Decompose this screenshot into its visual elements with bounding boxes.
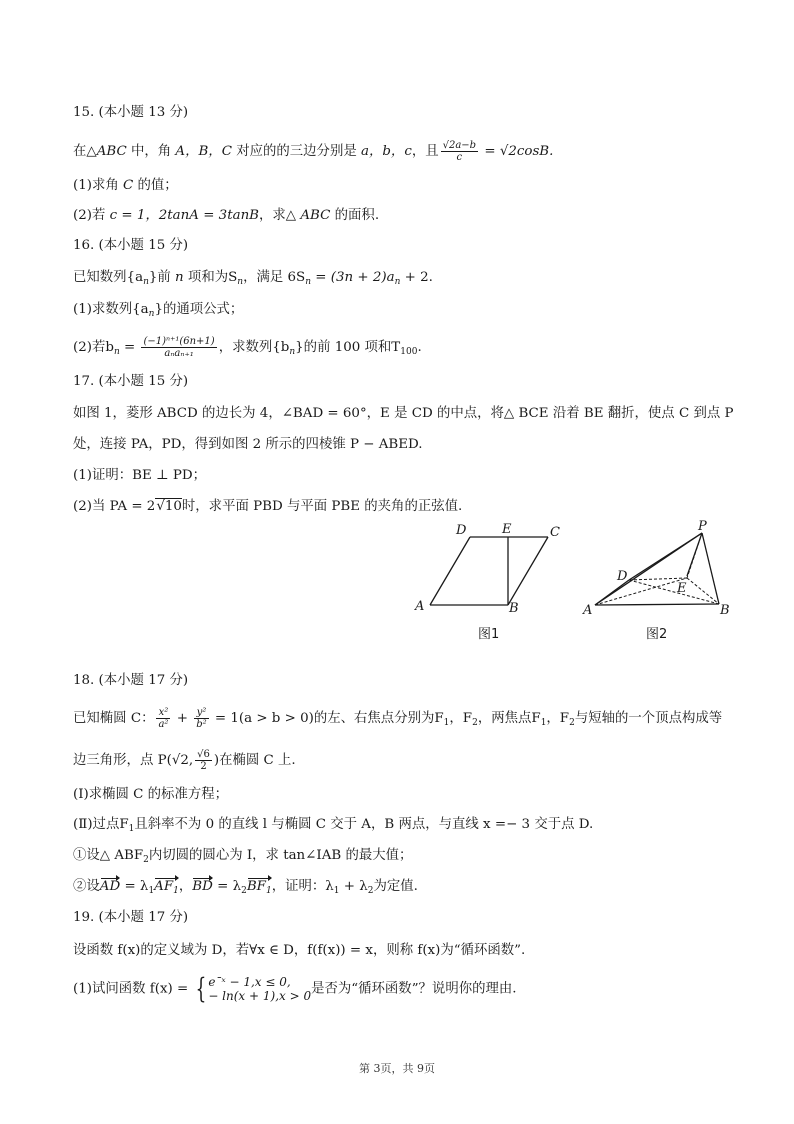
fig2-label-p: P: [698, 519, 707, 534]
q16-p2-sub2: n: [289, 347, 296, 357]
q17-part2: [73, 497, 462, 517]
q16-p1-text: (1)求数列{a: [73, 302, 149, 317]
q18-c2-text4: = λ: [212, 879, 242, 894]
q16-stem-eq2: + 2.: [400, 270, 433, 285]
q18-p2-text: (Ⅱ)过点F: [73, 817, 129, 832]
q15-stem-triangle: ABC: [96, 144, 127, 159]
fig1-label-b: B: [509, 601, 519, 616]
fig1-label-a: A: [415, 599, 425, 614]
q18-stem: [73, 707, 722, 733]
q18-stem-text6: 与短轴的一个顶点构成等: [574, 711, 723, 726]
q16-p2-text2: ，求数列{b: [218, 340, 290, 355]
fig2-caption: 图2: [646, 627, 668, 642]
q16-frac-den: aₙaₙ₊₁: [164, 348, 194, 359]
q18-c2-s2: 2: [241, 886, 247, 896]
fig2-edge-ab: [595, 604, 719, 605]
q18-vec-bd: BD: [192, 877, 213, 897]
fig1-caption: 图1: [478, 627, 500, 642]
q18-c1-text2: 内切圆的圆心为 I，求 tan∠IAB 的最大值；: [148, 848, 413, 863]
q16-stem-eq: = (3n + 2)a: [311, 270, 395, 285]
q18-fy-num: y²: [194, 707, 208, 719]
q18-line2: [73, 749, 296, 772]
q15-p2-text3: 的面积.: [330, 208, 380, 223]
q18-fx-num: x²: [156, 707, 170, 719]
q18-frac-x: [156, 707, 170, 730]
q19-brace: {: [196, 972, 207, 1005]
q16-p2-eq: =: [119, 340, 140, 355]
q15-stem-text3: 对应的的三边分别是: [231, 144, 361, 159]
q18-vec-af-sub: 1: [173, 886, 179, 896]
q17-p2-sqrt: √10: [156, 499, 182, 514]
q16-stem-text2: }前: [148, 270, 176, 285]
q18-s3: 1: [540, 718, 547, 728]
q18-line2-text: 边三角形，点 P(√2,: [73, 753, 194, 768]
q18-c1-sub: 2: [143, 855, 149, 865]
q16-part1: [73, 300, 243, 324]
q16-frac-num: (−1)ⁿ⁺¹(6n+1): [143, 336, 215, 347]
q17-line2: 处，连接 PA，PD，得到如图 2 所示的四棱锥 P − ABED.: [73, 437, 423, 452]
q19-cases: [208, 975, 311, 1003]
q18-s1: 1: [443, 718, 450, 728]
q15-p2-text: (2)若: [73, 208, 110, 223]
fig2-label-e: E: [677, 581, 687, 596]
q19-part1: [73, 972, 517, 1005]
fig1-edge-bc: [508, 537, 548, 605]
q16-p2-sub: n: [113, 347, 120, 357]
q15-fraction: [441, 140, 478, 163]
q16-sub: n: [143, 277, 149, 287]
q16-sub2: n: [237, 277, 244, 287]
q15-p2-tri: ABC: [300, 208, 331, 223]
q15-p1-text: (1)求角: [73, 178, 124, 193]
q18-c1-text: ①设△ ABF: [73, 848, 144, 863]
q18-sub2: [73, 877, 418, 901]
fig1-label-e: E: [502, 522, 512, 537]
q18-c2-text2: = λ: [120, 879, 149, 894]
q19-heading: 19. (本小题 17 分): [73, 910, 189, 925]
q19-p1-text: (1)试问函数 f(x) =: [73, 981, 193, 997]
q16-heading: 16. (本小题 15 分): [73, 238, 189, 253]
q15-p1-var: C: [123, 178, 134, 193]
q19-p1-text2: 是否为“循环函数”？说明你的理由.: [311, 981, 517, 997]
q18-fy-den: b²: [196, 719, 207, 730]
q16-p2-sub3: 100: [400, 347, 418, 357]
q15-stem-text: 在△: [73, 144, 97, 159]
q18-stem-text4: ，两焦点F: [477, 711, 541, 726]
q15-stem-sides: a，b，c: [360, 144, 412, 159]
q15-stem-text4: ，且: [411, 144, 439, 159]
q16-stem-text3: 项和为S: [183, 270, 238, 285]
q18-frac-p: [195, 749, 212, 772]
q15-stem-text2: 中，角: [126, 144, 176, 159]
q18-c2-text5: ，证明：λ: [271, 879, 334, 894]
q16-sub4: n: [394, 277, 401, 287]
q16-n: n: [175, 270, 184, 285]
q18-line2-text2: )在椭圆 C 上.: [213, 753, 296, 768]
q18-vec-af: [154, 877, 179, 901]
fig1-edge-ad: [430, 537, 470, 605]
fig1-label-d: D: [456, 523, 467, 538]
q15-stem-angles: A，B，C: [175, 144, 232, 159]
q18-frac-y: [194, 707, 208, 730]
q18-plus: +: [172, 711, 193, 726]
q18-heading: 18. (本小题 17 分): [73, 673, 189, 688]
q17-p2-text2: 时，求平面 PBD 与平面 PBE 的夹角的正弦值.: [181, 499, 463, 514]
q17-line1: 如图 1，菱形 ABCD 的边长为 4，∠BAD = 60°，E 是 CD 的中点，将△ BCE 沿着 BE 翻折，使点 C 到点 P: [73, 406, 734, 421]
q16-p1-text2: }的通项公式；: [154, 302, 244, 317]
q18-c2-text: ②设: [73, 879, 100, 894]
q15-part2: [73, 206, 379, 226]
q16-stem: [73, 268, 433, 292]
q15-stem: [73, 140, 553, 163]
q17-p2-text: (2)当 PA = 2: [73, 499, 156, 514]
q18-stem-text2: = 1(a > b > 0)的左、右焦点分别为F: [210, 711, 444, 726]
figure-1-rhombus: [410, 518, 570, 648]
q15-p1-text2: 的值；: [133, 178, 178, 193]
fig2-label-d: D: [617, 569, 628, 584]
q15-frac-den: c: [456, 152, 463, 163]
q16-p1-sub: n: [148, 309, 155, 319]
q15-frac-num: √2a−b: [442, 140, 477, 151]
q18-part2: [73, 815, 593, 839]
fig2-edge-pd: [629, 533, 702, 580]
q18-stem-text: 已知椭圆 C：: [73, 711, 155, 726]
q16-sub3: n: [305, 277, 311, 287]
q18-sub1: [73, 846, 412, 870]
q18-pf-num: √6: [197, 749, 210, 760]
q15-p2-cond: c = 1，2tanA = 3tanB: [109, 208, 260, 223]
q18-part1: (Ⅰ)求椭圆 C 的标准方程；: [73, 787, 229, 802]
q18-fx-den: a²: [158, 719, 169, 730]
q18-c2-s3: 1: [333, 886, 340, 896]
q18-vec-bf-text: BF: [246, 879, 266, 894]
q18-c2-text3: ，: [178, 879, 193, 894]
q18-c2-s1: 1: [148, 886, 155, 896]
q15-stem-eq: = √2cosB.: [480, 144, 554, 159]
fig2-label-b: B: [720, 603, 730, 618]
fig2-edge-db: [629, 580, 719, 604]
fig2-label-a: A: [583, 603, 593, 618]
q16-part2: [73, 336, 422, 362]
q18-p2-sub: 1: [128, 824, 135, 834]
q18-vec-bf-sub: 1: [265, 886, 272, 896]
q18-s2: 2: [472, 718, 478, 728]
q18-c2-s4: 2: [367, 886, 374, 896]
q15-heading: 15. (本小题 13 分): [73, 105, 189, 120]
q16-stem-text: 已知数列{a: [73, 270, 144, 285]
q18-c2-text6: + λ: [339, 879, 368, 894]
q18-vec-ad: AD: [100, 877, 120, 897]
q16-p2-end: .: [417, 340, 422, 355]
q19-stem: 设函数 f(x)的定义域为 D，若∀x ∈ D，f(f(x)) = x，则称 f(x)为“循环函数”.: [73, 943, 526, 958]
q16-p2-text: (2)若b: [73, 340, 114, 355]
q18-pf-den: 2: [200, 761, 207, 772]
q15-part1: [73, 176, 178, 196]
fig2-edge-pb: [702, 533, 719, 604]
q18-stem-text3: ，F: [449, 711, 473, 726]
q18-vec-bf: [247, 877, 272, 901]
q18-p2-text2: 且斜率不为 0 的直线 l 与椭圆 C 交于 A，B 两点，与直线 x =− 3 交于点 D.: [134, 817, 594, 832]
figure-2-pyramid: [582, 518, 742, 648]
q18-c2-text7: 为定值.: [373, 879, 418, 894]
fig2-edge-de: [629, 578, 687, 580]
q19-case1: eˉˣ − 1,x ≤ 0,: [208, 975, 291, 989]
q18-stem-text5: ，F: [546, 711, 570, 726]
q16-fraction: [141, 336, 216, 359]
q18-s4: 2: [569, 718, 575, 728]
q17-heading: 17. (本小题 15 分): [73, 374, 189, 389]
fig1-label-c: C: [550, 525, 560, 540]
q18-vec-af-text: AF: [154, 879, 174, 894]
page-footer: 第 3页，共 9页: [359, 1062, 435, 1075]
q16-p2-text3: }的前 100 项和T: [295, 340, 401, 355]
q19-case2: − ln(x + 1),x > 0: [208, 989, 312, 1003]
q16-stem-text4: ，满足 6S: [243, 270, 306, 285]
q15-p2-text2: ，求△: [259, 208, 301, 223]
q17-part1: (1)证明：BE ⊥ PD；: [73, 468, 206, 483]
